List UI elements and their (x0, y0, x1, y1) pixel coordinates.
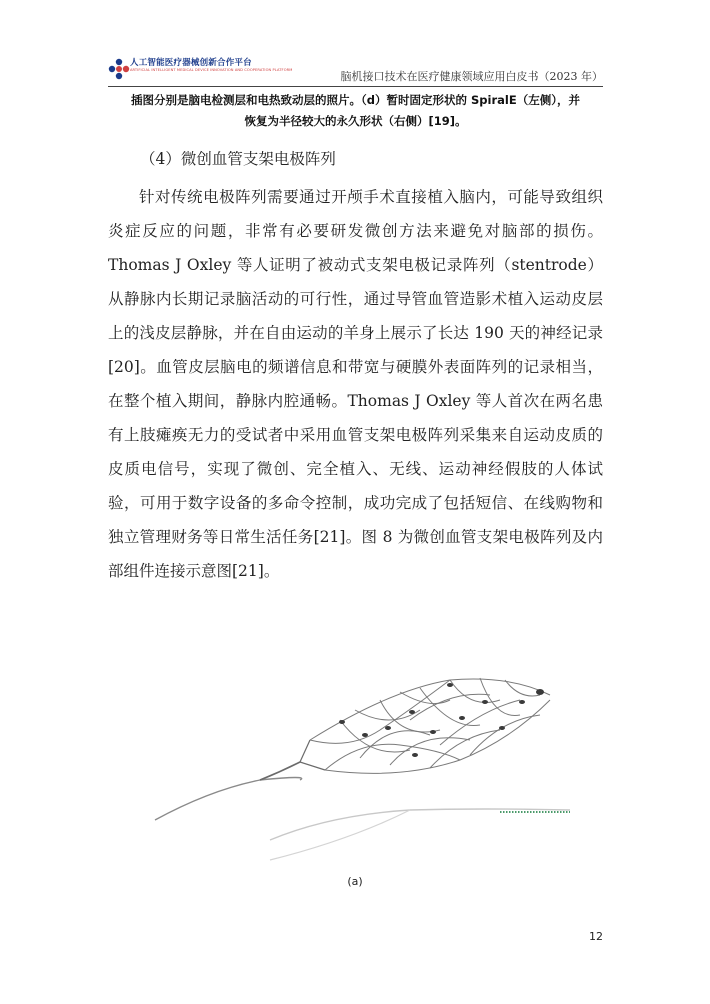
header-divider (108, 86, 603, 87)
stent-mesh (310, 678, 550, 773)
platform-logo (108, 54, 308, 80)
document-title: 脑机接口技术在医疗健康领域应用白皮书（2023 年） (340, 70, 603, 83)
caption-line-1: 插图分别是脑电检测层和电热致动层的照片。（d）暂时固定形状的 SpiralE（左侧），并 (131, 93, 580, 107)
page-header (108, 50, 603, 86)
body-paragraph: 针对传统电极阵列需要通过开颅手术直接植入脑内，可能导致组织炎症反应的问题，非常有必要研发微创方法来避免对脑部的损伤。Thomas J Oxley 等人证明了被动式支架电极记录阵列（stentrode）从静脉内长期记录脑活动的可行性，通过导管血管造影术植入运动皮层上的浅皮层静脉，并在自由运动的羊身上展示了长达 190 天的神经记录[20]。血管皮层脑电的频谱信息和带宽与硬膜外表面阵列的记录相当，在整个植入期间，静脉内腔通畅。Thomas J Oxley 等人首次在两名患有上肢瘫痪无力的受试者中采用血管支架电极阵列采集来自运动皮质的皮质电信号，实现了微创、完全植入、无线、运动神经假肢的人体试验，可用于数字设备的多命令控制，成功完成了包括短信、在线购物和独立管理财务等日常生活任务[21]。图 8 为微创血管支架电极阵列及内部组件连接示意图[21]。 (108, 188, 603, 580)
logo-subtext: ARTIFICIAL INTELLIGENT MEDICAL DEVICE INNOVATION AND COOPERATION PLATFORM (130, 68, 293, 72)
figure-caption: (a) (347, 875, 363, 888)
lead-loop-wire (270, 810, 410, 860)
lead-wire (155, 778, 302, 821)
stentrode-figure (150, 640, 580, 870)
section-heading: （4）微创血管支架电极阵列 (140, 150, 336, 168)
lead-tail-wire (270, 809, 570, 840)
logo-text: 人工智能医疗器械创新合作平台 (130, 58, 252, 68)
page-number: 12 (589, 930, 603, 943)
cross-logo-icon (108, 58, 130, 80)
body-text (108, 180, 603, 588)
caption-line-2: 恢复为半径较大的永久形状（右侧）[19]。 (244, 114, 467, 128)
previous-figure-caption (108, 90, 603, 132)
